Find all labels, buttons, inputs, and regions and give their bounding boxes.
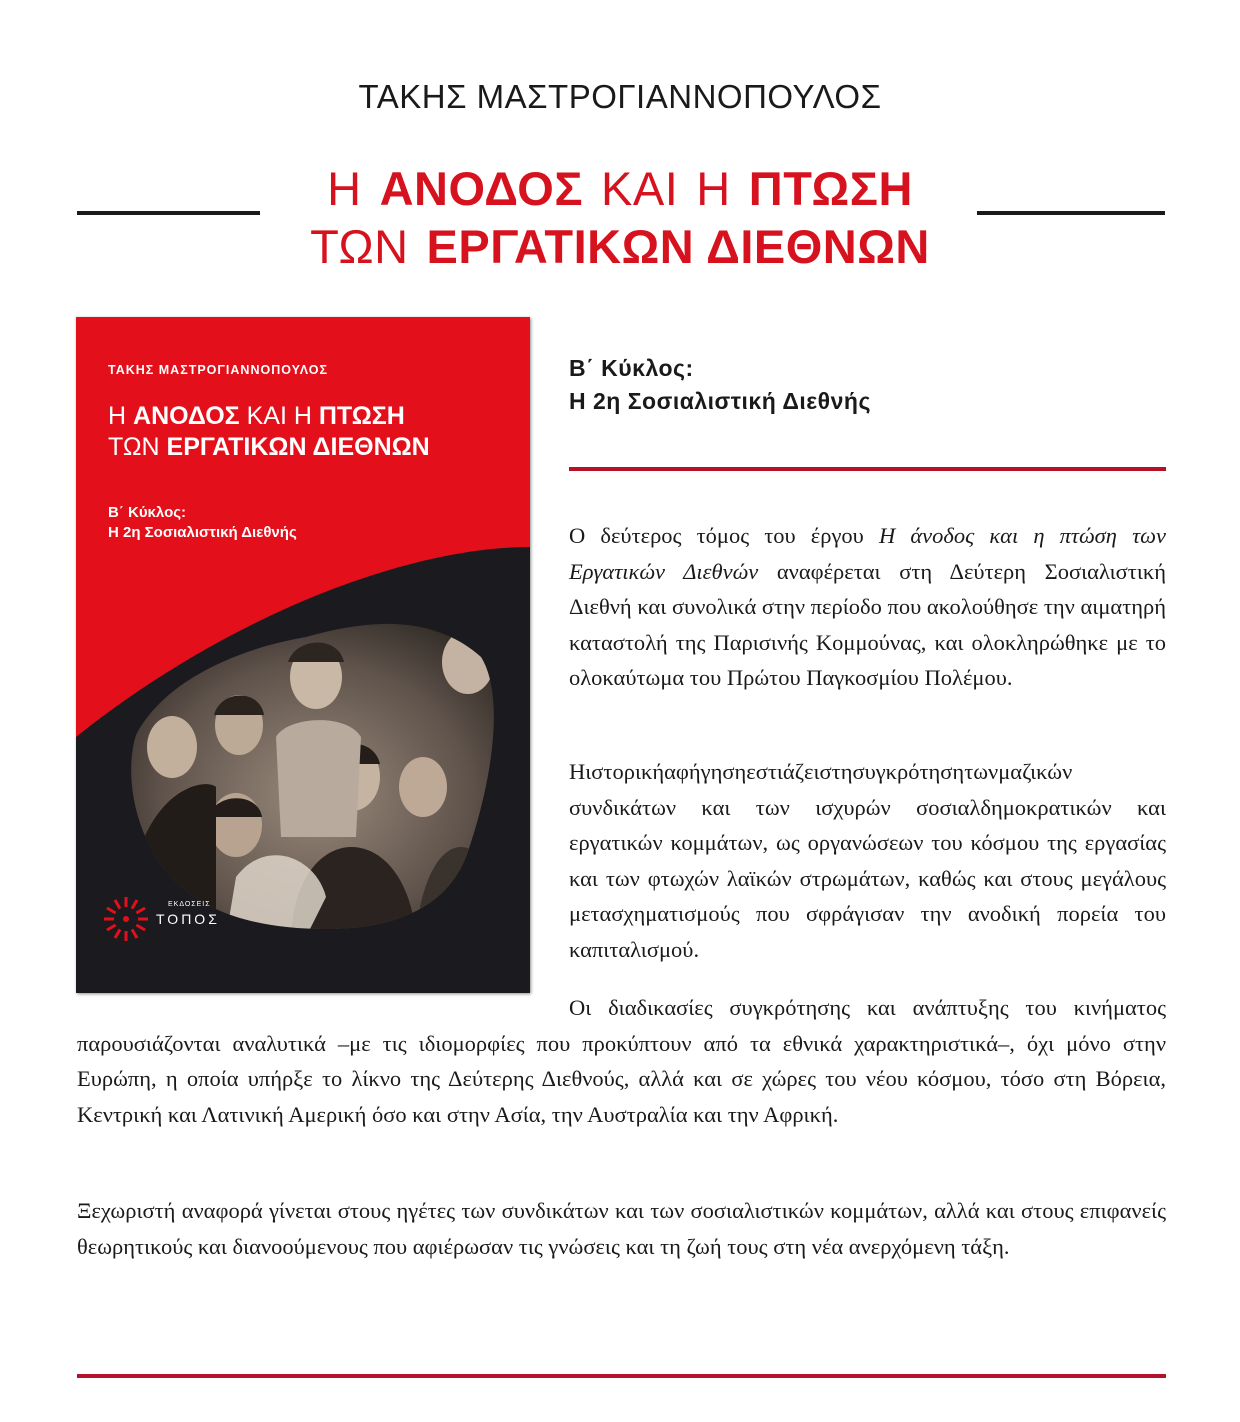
page-title <box>260 160 980 276</box>
publisher-name: ΤΟΠΟΣ <box>156 911 220 927</box>
cover-subtitle <box>108 503 297 543</box>
cover-author: ΤΑΚΗΣ ΜΑΣΤΡΟΓΙΑΝΝΟΠΟΥΛΟΣ <box>108 363 329 377</box>
title-rule-left <box>77 211 260 215</box>
title-line-1 <box>260 160 980 218</box>
p1-text-pre: Ο δεύτερος τόμος του έργου <box>569 523 879 548</box>
cover-title <box>108 401 430 463</box>
body-paragraph-2: Ηιστορικήαφήγησηεστιάζειστησυγκρότησητωνμαζικών συνδικάτων και των ισχυρών σοσιαλδημοκρατικών και εργατικών κομμάτων, ως οργανώσεων του κόσμου της εργασίας και των φτωχών λαϊκών στρωμάτων, καθώς και στους μεγάλους μετασχηματισμούς που σφράγισαν την ανοδική πορεία του καπιταλισμού. <box>569 759 1166 962</box>
body-paragraph-4: Ξεχωριστή αναφορά γίνεται στους ηγέτες των συνδικάτων και των σοσιαλιστικών κομμάτων, αλλά και στους επιφανείς θεωρητικούς και διανοούμενους που αφιέρωσαν τις γνώσεις και τη ζωή τους στη νέα ανερχόμενη τάξη. <box>77 1198 1166 1259</box>
title-rule-right <box>977 211 1165 215</box>
title-word: ΚΑΙ <box>601 162 679 215</box>
divider-rule-mid <box>569 467 1166 471</box>
title-word: Η <box>327 162 362 215</box>
cover-subtitle-line-2: Η 2η Σοσιαλιστική Διεθνής <box>108 524 297 541</box>
cover-title-word-bold: ΕΡΓΑΤΙΚΩΝ ΔΙΕΘΝΩΝ <box>166 433 430 461</box>
publisher-label: ΕΚΔΟΣΕΙΣ <box>168 901 211 908</box>
body-paragraph-3: Οι διαδικασίες συγκρότησης και ανάπτυξης του κινήματος παρουσιάζονται αναλυτικά –με τις ιδιομορφίες που προκύπτουν από τα εθνικά χαρακτηριστικά–, όχι μόνο στην Ευρώπη, η οποία υπήρξε το λίκνο της Δεύτερης Διεθνούς, αλλά και σε χώρες του νέου κόσμου, τόσο στη Βόρεια, Κεντρική και Λατινική Αμερική όσο και στην Ασία, την Αυστραλία και την Αφρική. <box>77 995 1166 1127</box>
title-word: Η <box>696 162 731 215</box>
divider-rule-bottom <box>77 1374 1166 1378</box>
book-cover <box>76 317 530 993</box>
p1-book-title: Η άνοδος και η πτώση των Εργατικών Διεθνών <box>569 523 1166 584</box>
cover-subtitle-line-1: Β΄ Κύκλος: <box>108 504 187 521</box>
cover-title-word: ΚΑΙ Η <box>246 402 312 430</box>
volume-subtitle-line-1: Β΄ Κύκλος: <box>569 355 694 381</box>
volume-subtitle <box>569 352 871 418</box>
p1-text-post: αναφέρεται στη Δεύτερη Σοσιαλιστική Διεθνή και συνολικά στην περίοδο που ακολούθησε την αιματηρή καταστολή της Παρισινής Κομμούνας, και ολοκληρώθηκε με το ολοκαύτωμα του Πρώτου Παγκοσμίου Πολέμου. <box>569 558 1166 690</box>
cover-title-word-bold: ΠΤΩΣΗ <box>318 402 405 430</box>
publisher-logo <box>98 889 220 949</box>
cover-title-line-1 <box>108 401 430 432</box>
title-word-bold: ΠΤΩΣΗ <box>748 162 913 215</box>
publisher-emblem-icon <box>98 891 154 947</box>
volume-subtitle-line-2: Η 2η Σοσιαλιστική Διεθνής <box>569 388 871 414</box>
cover-title-word: ΤΩΝ <box>108 433 160 461</box>
title-word-bold: ΑΝΟΔΟΣ <box>379 162 584 215</box>
author-heading: ΤΑΚΗΣ ΜΑΣΤΡΟΓΙΑΝΝΟΠΟΥΛΟΣ <box>358 78 882 115</box>
title-word: ΤΩΝ <box>310 220 409 273</box>
title-word-bold: ΕΡΓΑΤΙΚΩΝ ΔΙΕΘΝΩΝ <box>426 220 930 273</box>
cover-title-word: Η <box>108 402 127 430</box>
cover-title-line-2 <box>108 432 430 463</box>
title-line-2 <box>260 218 980 276</box>
cover-title-word-bold: ΑΝΟΔΟΣ <box>133 402 240 430</box>
body-paragraph-1 <box>569 518 1166 696</box>
